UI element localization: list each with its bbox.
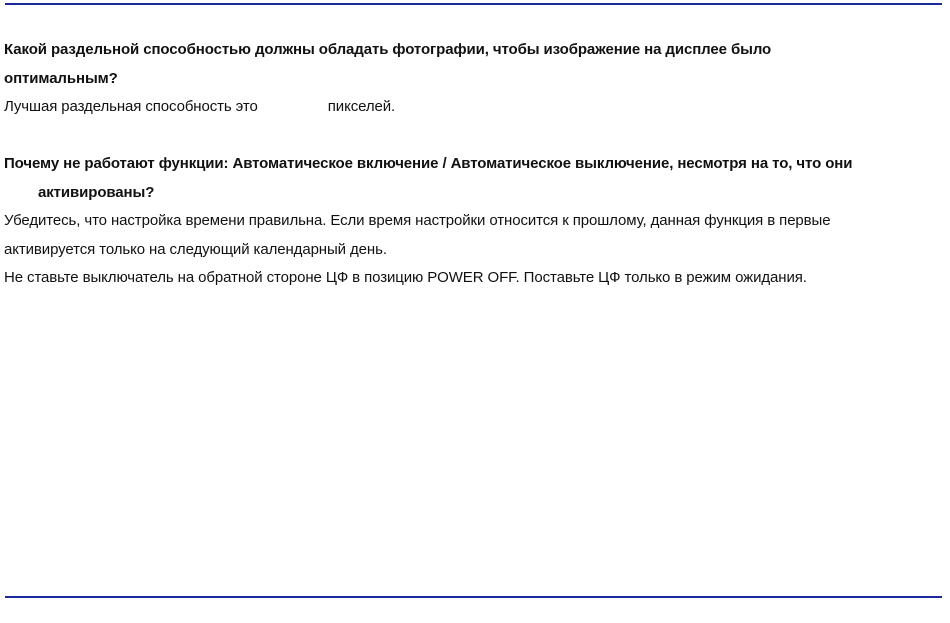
faq-content [4, 36, 936, 293]
faq-answer [4, 207, 936, 293]
faq-question-line: Какой раздельной способностью должны обладать фотографии, чтобы изображение на дисплее было [4, 41, 772, 58]
faq-answer-line: Убедитесь, что настройка времени правильна. Если время настройки относится к прошлому, данная функция в первые [4, 212, 831, 229]
faq-answer-text: пикселей. [327, 98, 396, 115]
faq-answer-line: Не ставьте выключатель на обратной стороне ЦФ в позицию POWER OFF. Поставьте ЦФ только в режим ожидания. [4, 269, 807, 286]
faq-item-resolution [4, 36, 936, 122]
faq-answer-text: Лучшая раздельная способность это [4, 98, 258, 115]
faq-question-line: Почему не работают функции: Автоматическое включение / Автоматическое выключение, несмотря на то, что они [4, 155, 853, 172]
faq-question-line: активированы? [38, 183, 155, 201]
faq-answer-line: активируется только на следующий календарный день. [4, 240, 387, 258]
faq-answer [4, 93, 936, 122]
faq-question-line: оптимальным? [4, 69, 118, 87]
bottom-divider [5, 596, 942, 598]
spacer [4, 122, 936, 151]
faq-question [4, 36, 936, 93]
faq-question [4, 150, 936, 207]
faq-item-auto-power [4, 150, 936, 293]
top-divider [5, 3, 942, 5]
